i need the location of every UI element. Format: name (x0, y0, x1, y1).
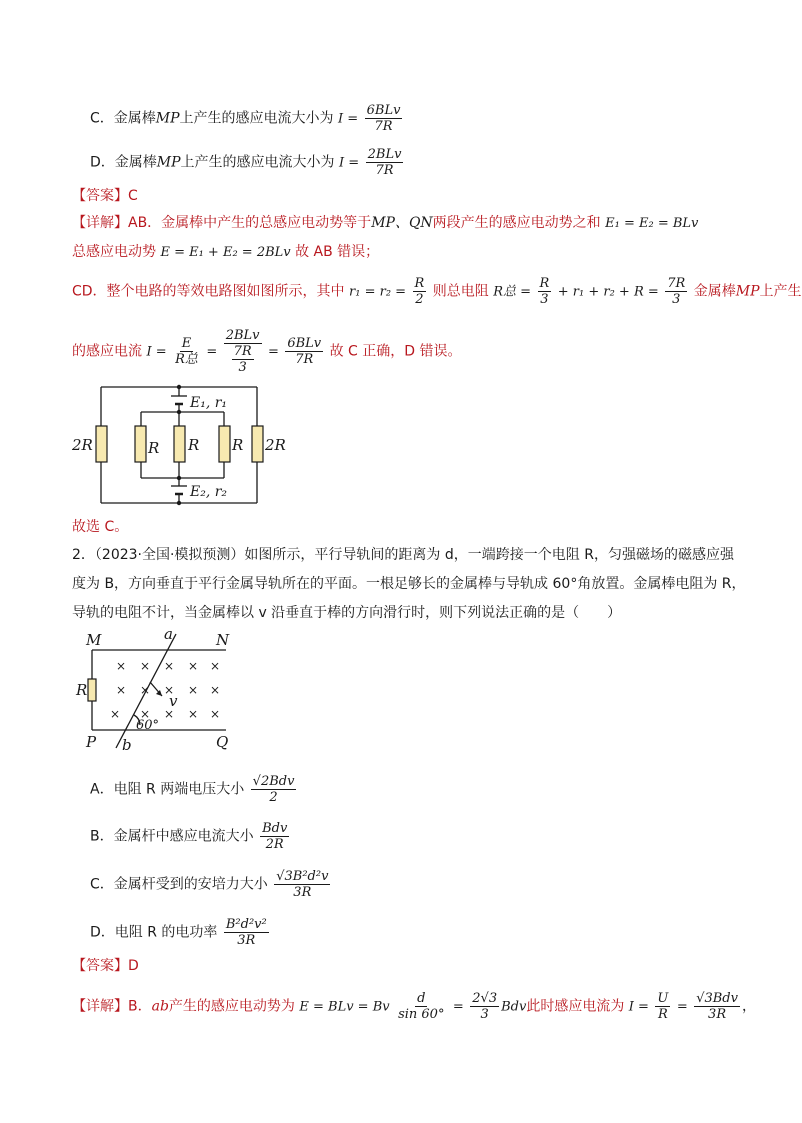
option-a-q2: A．电阻 R 两端电压大小 $\frac{\text{√2Bdv}}{2}$ (90, 774, 295, 805)
resistor-r-1 (135, 426, 146, 462)
resistor-r (88, 679, 96, 701)
label-2r-left: 2R (72, 436, 93, 454)
detail-1-line-2: 总感应电动势 E = E₁ + E₂ = 2BLv 故 AB 错误； (72, 244, 380, 260)
label-q: Q (216, 733, 229, 751)
detail-2-line-1: 【详解】B．ab产生的感应电动势为 E = BLv = Bv $\frac{d}{\sin 60^\circ}$ = $\frac{2√3}{3}$ Bdv此时感应电流为 I = $\frac{U}{R}$ = $\frac{\text{√3Bdv}}{3R}$ ， (72, 991, 756, 1022)
fraction: $\frac{\text{Bdv}}{2R}$ (262, 821, 288, 852)
field-cross: × (140, 707, 151, 721)
detail-1-line-3: CD．整个电路的等效电路图如图所示，其中 r₁ = r₂ = $\frac{R}{2}$ 则总电阻 R总 = $\frac{R}{3}$ + r₁ + r₂ + R = $\frac{7R}{3}$ 金属棒MP上产生 (72, 276, 802, 307)
option-c-q2: C．金属杆受到的安培力大小 $\frac{\text{√3B²d²v}}{3R}$ (90, 869, 329, 900)
fraction: $\frac{7R}{3}$ (233, 344, 252, 375)
fraction: $\frac{d}{\sin 60^\circ}$ (398, 991, 445, 1022)
field-cross: × (188, 707, 199, 721)
label-e2-r2: E₂, r₂ (190, 484, 228, 500)
magnetic-field-crosses (110, 659, 220, 721)
option-d-q2: D．电阻 R 的电功率 $\frac{\text{B²d²v²}}{3R}$ (90, 917, 267, 948)
label-b: b (122, 736, 132, 754)
field-cross: × (164, 683, 175, 697)
fraction: $\frac{R}{2}$ (414, 276, 425, 307)
nested-fraction: $\frac{\text{2BLv}}{\frac{7R}{3}}$ (225, 328, 260, 375)
field-cross: × (164, 707, 175, 721)
fraction: $\frac{\text{B²d²v²}}{3R}$ (225, 917, 267, 948)
option-b-q2: B．金属杆中感应电流大小 $\frac{\text{Bdv}}{2R}$ (90, 821, 288, 852)
fraction: $\frac{\text{6BLv}}{7R}$ (287, 336, 322, 367)
fraction: $\frac{E}{\text{R总}}$ (175, 336, 198, 367)
fraction: $\frac{\text{2BLv}}{7R}$ (367, 147, 402, 178)
field-cross: × (116, 659, 127, 673)
field-cross: × (140, 683, 151, 697)
fraction: $\frac{\text{√3B²d²v}}{3R}$ (276, 869, 329, 900)
choose-1: 故选 C。 (72, 519, 129, 535)
detail-1-line-4: 的感应电流 I = $\frac{E}{\text{R总}}$ = $\frac{\text{2BLv}}{\frac{7R}{3}}$ = $\frac{\text{6BLv}}{7R}$ 故 C 正确，D 错误。 (72, 328, 462, 375)
rail-rod-diagram (76, 625, 240, 754)
question-2-line-3: 导轨的电阻不计，当金属棒以 v 沿垂直于棒的方向滑行时，则下列说法正确的是（ ） (72, 605, 622, 621)
label-p: P (86, 733, 97, 751)
option-c-q1: C．金属棒MP上产生的感应电流大小为 I = $\frac{\text{6BLv}}{7R}$ (90, 103, 401, 134)
fraction: $\frac{\text{6BLv}}{7R}$ (366, 103, 401, 134)
label-n: N (216, 631, 230, 649)
fraction: $\frac{\text{√2Bdv}}{2}$ (252, 774, 295, 805)
resistor-2r-right (252, 426, 263, 462)
fraction: $\frac{\text{√3Bdv}}{3R}$ (696, 991, 738, 1022)
fraction: $\frac{2√3}{3}$ (472, 991, 498, 1022)
label-e1-r1: E₁, r₁ (190, 395, 228, 411)
field-cross: × (110, 707, 121, 721)
label-60-degrees: 60° (136, 718, 160, 733)
field-cross: × (116, 683, 127, 697)
label-r-1: R (148, 439, 160, 457)
field-cross: × (210, 683, 221, 697)
field-cross: × (164, 659, 175, 673)
label-r: R (76, 681, 88, 699)
fraction: $\frac{7R}{3}$ (667, 276, 686, 307)
field-cross: × (210, 707, 221, 721)
detail-1-line-1: 【详解】AB．金属棒中产生的总感应电动势等于MP、QN两段产生的感应电动势之和 E₁ = E₂ = BLv (72, 215, 699, 231)
field-cross: × (188, 683, 199, 697)
resistor-2r-left (96, 426, 107, 462)
label-r-2: R (188, 436, 200, 454)
fraction: $\frac{R}{3}$ (539, 276, 550, 307)
answer-2: 【答案】D (72, 958, 139, 974)
label-v: v (169, 692, 178, 710)
label-a: a (164, 625, 173, 643)
label-r-3: R (232, 436, 244, 454)
question-2-line-2: 度为 B，方向垂直于平行金属导轨所在的平面。一根足够长的金属棒与导轨成 60°角放置。金属棒电阻为 R， (72, 576, 746, 592)
field-cross: × (210, 659, 221, 673)
field-cross: × (140, 659, 151, 673)
label-2r-right: 2R (265, 436, 286, 454)
question-2-line-1: 2．（2023·全国·模拟预测）如图所示，平行导轨间的距离为 d，一端跨接一个电阻 R，匀强磁场的磁感应强 (72, 547, 734, 563)
option-d-q1: D．金属棒MP上产生的感应电流大小为 I = $\frac{\text{2BLv}}{7R}$ (90, 147, 402, 178)
equivalent-circuit-diagram (72, 382, 302, 508)
label-m: M (86, 631, 102, 649)
resistor-r-2 (174, 426, 185, 462)
resistor-r-3 (219, 426, 230, 462)
answer-1: 【答案】C (72, 188, 138, 204)
fraction: $\frac{U}{R}$ (657, 991, 669, 1022)
field-cross: × (188, 659, 199, 673)
